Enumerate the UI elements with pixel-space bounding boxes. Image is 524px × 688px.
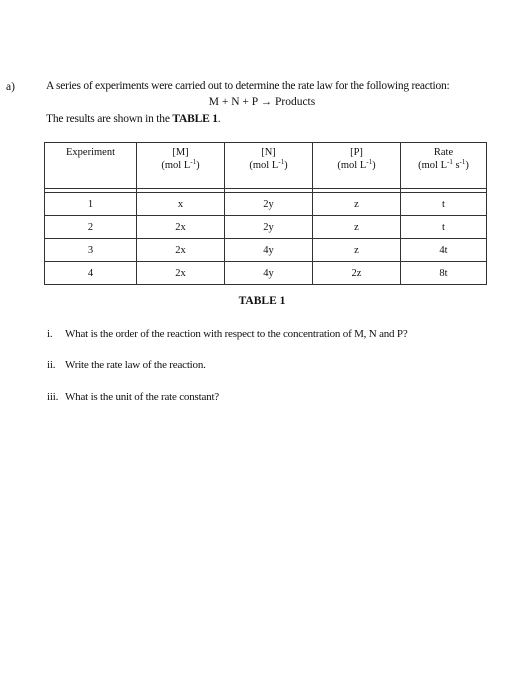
reaction-equation: M + N + P → Products (208, 96, 316, 108)
cell-rate: t (401, 193, 487, 216)
cell-m: 2x (137, 239, 225, 262)
unit-close: ) (372, 160, 376, 171)
subquestion-number: i. (47, 328, 53, 340)
cell-rate: 4t (401, 239, 487, 262)
table-row (45, 239, 487, 262)
subquestion-text: Write the rate law of the reaction. (65, 359, 206, 371)
unit-close: ) (465, 160, 469, 171)
cell-experiment: 1 (45, 193, 137, 216)
unit-exponent: -1 (278, 158, 285, 166)
unit-exponent: -1 (446, 158, 453, 166)
cell-p: z (313, 239, 401, 262)
header-line1: [P] (350, 147, 363, 158)
unit-text: (mol L (249, 160, 279, 171)
cell-experiment: 4 (45, 262, 137, 285)
results-reference (46, 113, 220, 125)
results-reference-prefix: The results are shown in the (46, 113, 173, 125)
header-line1: Experiment (66, 147, 115, 158)
subquestion-text: What is the unit of the rate constant? (65, 391, 219, 403)
cell-experiment: 3 (45, 239, 137, 262)
table-row (45, 216, 487, 239)
header-unit (418, 160, 469, 171)
results-reference-table: TABLE 1 (172, 113, 218, 125)
table-header-row (45, 143, 487, 189)
unit-exponent: -1 (459, 158, 466, 166)
subquestion-3 (47, 391, 219, 403)
header-unit (249, 160, 287, 171)
subquestion-1 (47, 328, 408, 340)
header-experiment (45, 143, 137, 189)
results-table (44, 142, 487, 285)
unit-exponent: -1 (366, 158, 373, 166)
cell-rate: 8t (401, 262, 487, 285)
header-line1: [N] (261, 147, 276, 158)
cell-p: z (313, 193, 401, 216)
header-rate (401, 143, 487, 189)
cell-p: 2z (313, 262, 401, 285)
header-line1: Rate (433, 147, 454, 158)
cell-n: 4y (225, 262, 313, 285)
unit-close: ) (196, 160, 200, 171)
unit-text: (mol L (337, 160, 367, 171)
header-m (137, 143, 225, 189)
cell-n: 2y (225, 216, 313, 239)
unit-text-s: s (452, 160, 460, 171)
subquestion-number: iii. (47, 391, 59, 403)
table-caption: TABLE 1 (238, 295, 286, 307)
subquestion-number: ii. (47, 359, 56, 371)
unit-text: (mol L (418, 160, 447, 171)
header-unit (161, 160, 199, 171)
header-unit (337, 160, 375, 171)
cell-n: 4y (225, 239, 313, 262)
header-line1: [M] (172, 147, 189, 158)
cell-p: z (313, 216, 401, 239)
cell-m: 2x (137, 262, 225, 285)
header-p (313, 143, 401, 189)
question-label: a) (6, 81, 15, 93)
cell-m: 2x (137, 216, 225, 239)
unit-close: ) (284, 160, 288, 171)
header-n (225, 143, 313, 189)
subquestion-text: What is the order of the reaction with respect to the concentration of M, N and P? (65, 328, 408, 340)
cell-rate: t (401, 216, 487, 239)
table-row (45, 193, 487, 216)
subquestion-2 (47, 359, 206, 371)
results-reference-suffix: . (217, 113, 221, 125)
question-intro: A series of experiments were carried out to determine the rate law for the following reaction: (46, 80, 450, 92)
table-row (45, 262, 487, 285)
cell-n: 2y (225, 193, 313, 216)
cell-m: x (137, 193, 225, 216)
cell-experiment: 2 (45, 216, 137, 239)
unit-text: (mol L (161, 160, 191, 171)
unit-exponent: -1 (190, 158, 197, 166)
